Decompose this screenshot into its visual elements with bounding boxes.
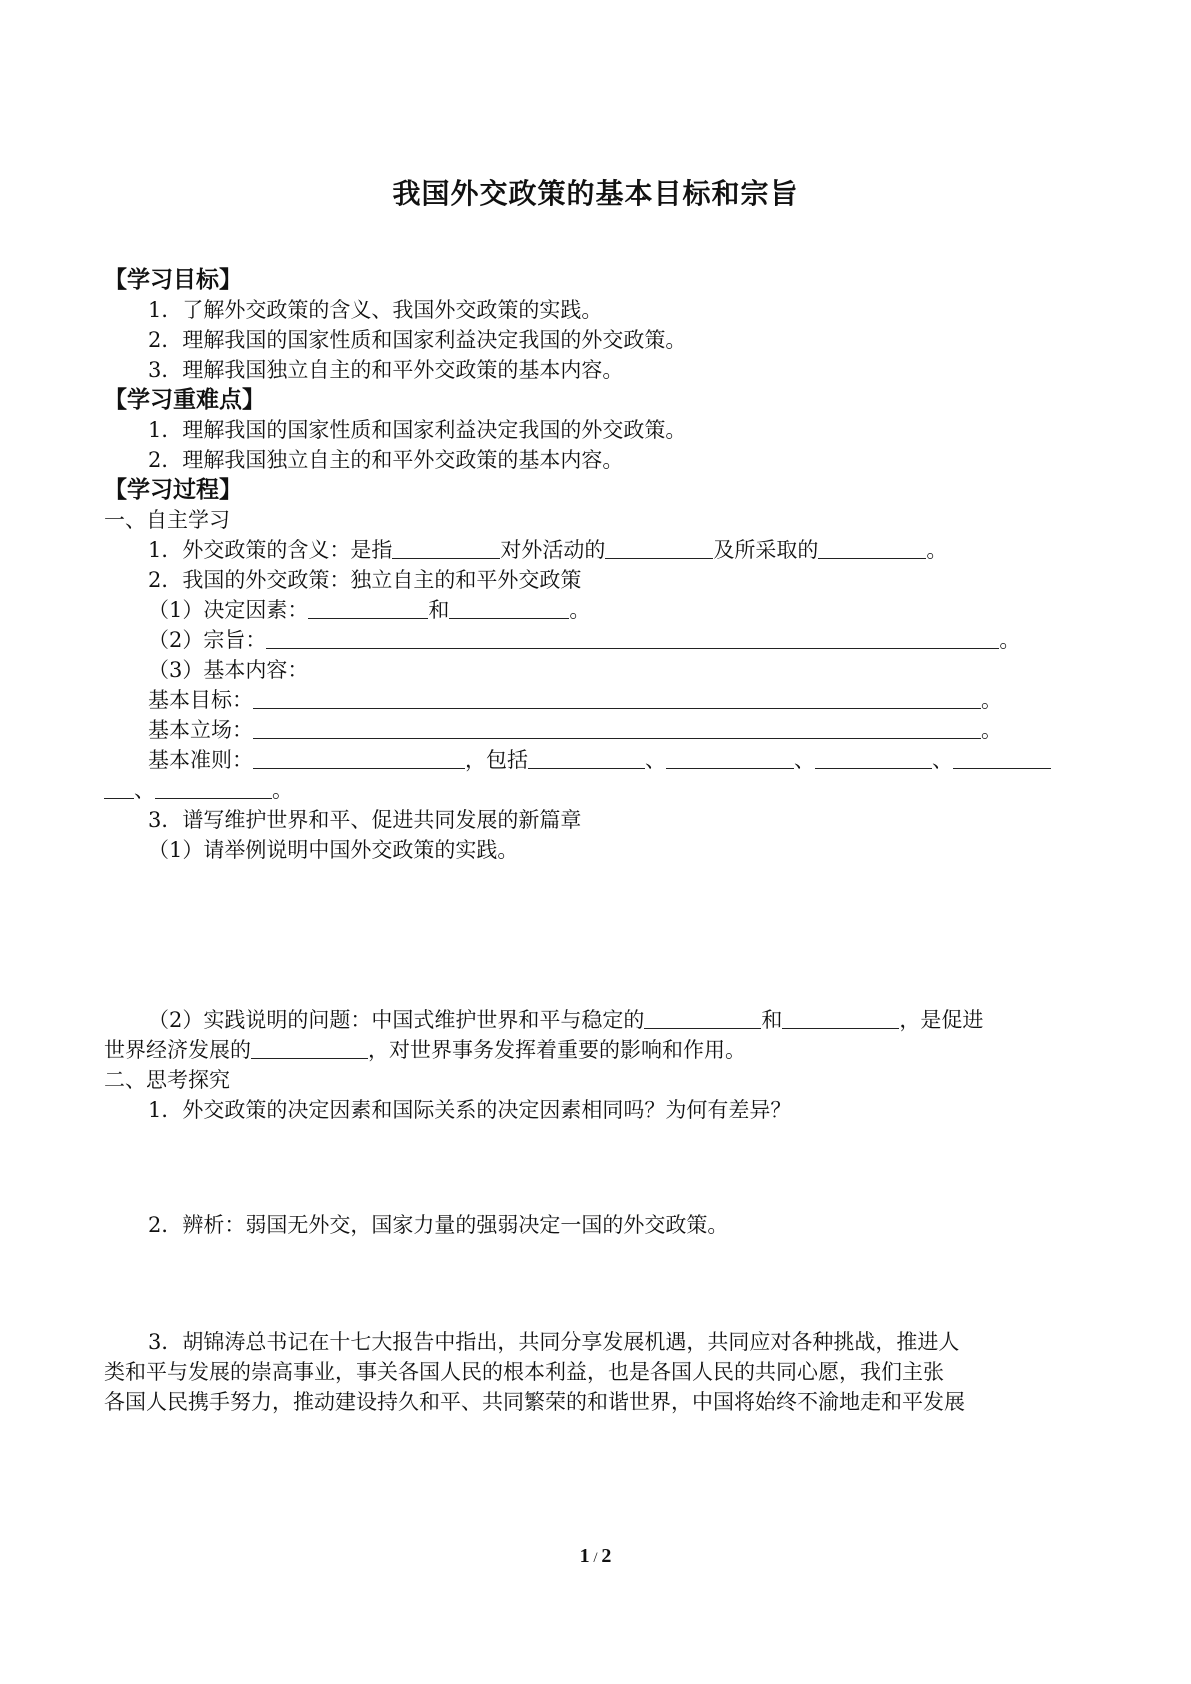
inquiry-paragraph-line: 3．胡锦涛总书记在十七大报告中指出，共同分享发展机遇，共同应对各种挑战，推进人: [148, 1330, 960, 1354]
inquiry-question: 1．外交政策的决定因素和国际关系的决定因素相同吗？为何有差异？: [148, 1098, 792, 1122]
basic-principle-line: 基本准则： ，包括 、 、 、: [148, 745, 1051, 775]
inquiry-paragraph-line: 各国人民携手努力，推动建设持久和平、共同繁荣的和谐世界，中国将始终不渝地走和平发展: [104, 1390, 965, 1414]
fill-blank[interactable]: [266, 626, 999, 649]
fill-blank[interactable]: [818, 536, 926, 559]
page-number: 1 / 2: [579, 1545, 612, 1567]
practice-meaning-continued: 世界经济发展的 ，对世界事务发挥着重要的影响和作用。: [104, 1038, 746, 1062]
fill-blank[interactable]: [953, 746, 1051, 769]
policy-heading: 2．我国的外交政策：独立自主的和平外交政策: [148, 568, 582, 592]
fill-blank[interactable]: [253, 716, 981, 739]
process-heading: 【学习过程】: [104, 477, 242, 503]
basic-principle-continued: 、 。: [104, 775, 293, 805]
fill-blank[interactable]: [308, 596, 428, 619]
inquiry-paragraph-line: 类和平与发展的崇高事业，事关各国人民的根本利益，也是各国人民的共同心愿，我们主张: [104, 1360, 944, 1384]
practice-meaning-line: （2）实践说明的问题：中国式维护世界和平与稳定的 和 ，是促进: [148, 1008, 984, 1032]
new-chapter-heading: 3．谱写维护世界和平、促进共同发展的新篇章: [148, 808, 582, 832]
goals-heading: 【学习目标】: [104, 267, 242, 293]
definition-question: 1．外交政策的含义：是指 对外活动的 及所采取的 。: [148, 538, 948, 562]
goal-item: 3．理解我国独立自主的和平外交政策的基本内容。: [148, 358, 624, 382]
keypoint-item: 1．理解我国的国家性质和国家利益决定我国的外交政策。: [148, 418, 687, 442]
fill-blank[interactable]: [253, 686, 981, 709]
fill-blank[interactable]: [666, 746, 794, 769]
determinants-line: （1）决定因素： 和 。: [148, 598, 591, 622]
fill-blank[interactable]: [605, 536, 713, 559]
fill-blank[interactable]: [251, 1036, 368, 1059]
fill-blank[interactable]: [155, 776, 272, 799]
goal-item: 1．了解外交政策的含义、我国外交政策的实践。: [148, 298, 603, 322]
fill-blank[interactable]: [644, 1006, 761, 1029]
fill-blank[interactable]: [528, 746, 645, 769]
fill-blank[interactable]: [392, 536, 500, 559]
keypoints-heading: 【学习重难点】: [104, 387, 265, 413]
fill-blank[interactable]: [782, 1006, 899, 1029]
document-title: 我国外交政策的基本目标和宗旨: [392, 177, 799, 210]
content-heading: （3）基本内容：: [148, 658, 309, 682]
keypoint-item: 2．理解我国独立自主的和平外交政策的基本内容。: [148, 448, 624, 472]
basic-goal-line: 基本目标： 。: [148, 688, 1002, 712]
fill-blank[interactable]: [104, 776, 134, 799]
purpose-line: （2）宗旨： 。: [148, 628, 1021, 652]
fill-blank[interactable]: [253, 746, 465, 769]
inquiry-question: 2．辨析：弱国无外交，国家力量的强弱决定一国的外交政策。: [148, 1213, 729, 1237]
part1-heading: 一、自主学习: [104, 508, 230, 532]
part2-heading: 二、思考探究: [104, 1068, 230, 1092]
basic-stance-line: 基本立场： 。: [148, 718, 1002, 742]
fill-blank[interactable]: [815, 746, 932, 769]
goal-item: 2．理解我国的国家性质和国家利益决定我国的外交政策。: [148, 328, 687, 352]
fill-blank[interactable]: [449, 596, 569, 619]
practice-example-question: （1）请举例说明中国外交政策的实践。: [148, 838, 519, 862]
